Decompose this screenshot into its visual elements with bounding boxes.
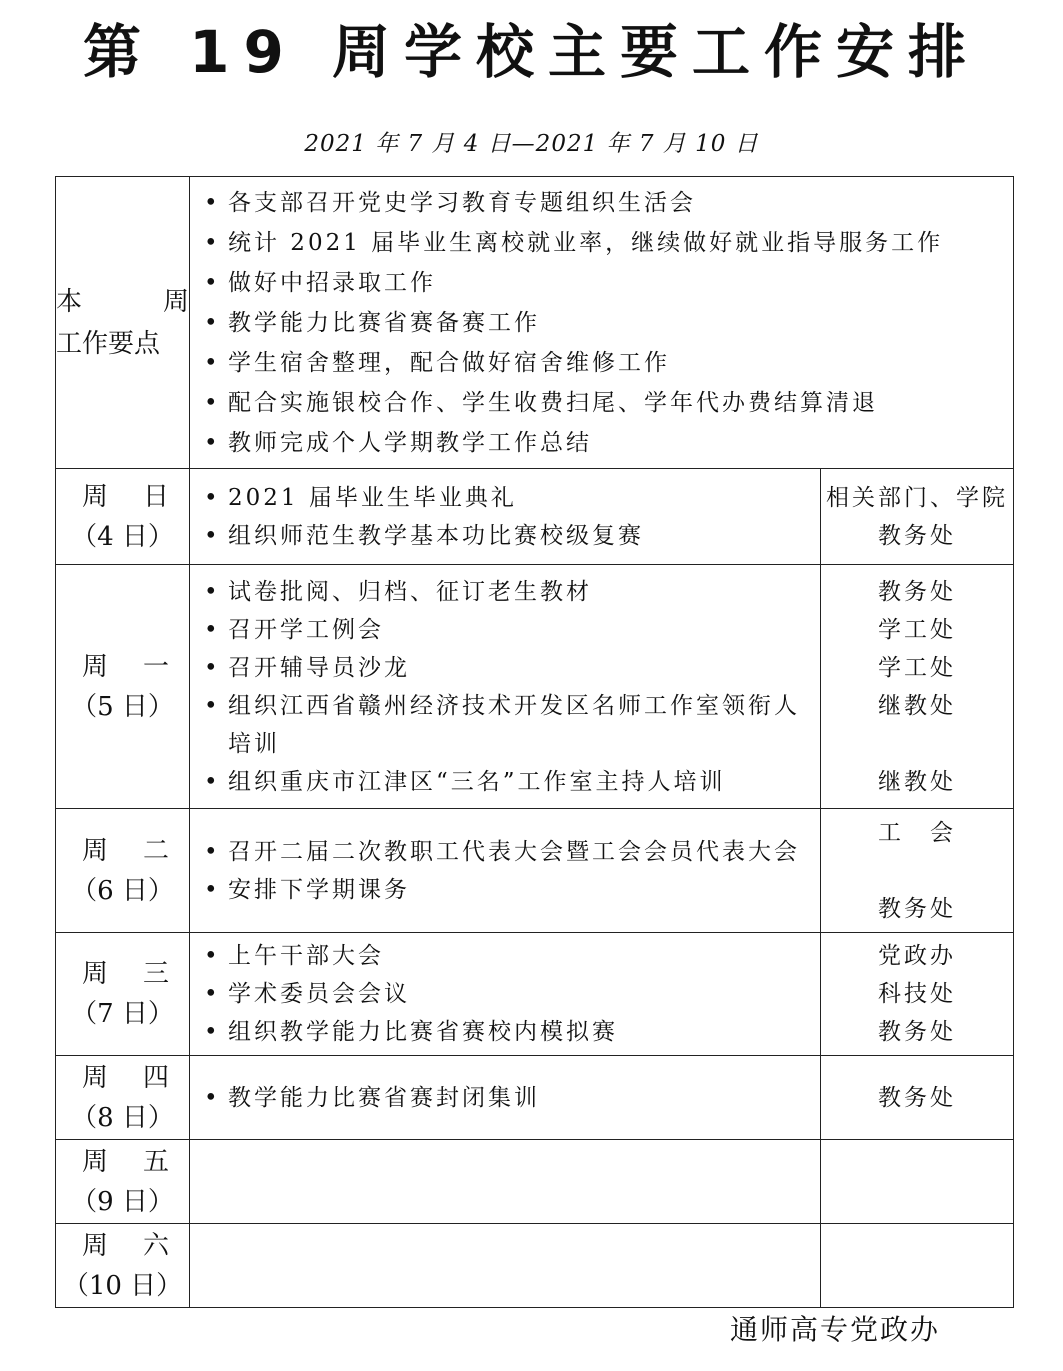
day-items [190,475,820,559]
day-items [190,1178,820,1186]
day-items-cell [190,809,821,933]
owner-label: 学工处 [878,654,956,681]
day-items-cell [190,933,821,1056]
key-point-item: • 做好中招录取工作 [204,263,1007,303]
owner-label [821,852,1013,890]
owner-label: 工 会 [878,819,956,846]
day-items [190,1075,820,1121]
day-label: 周 一 （5 日） [56,565,190,809]
day-owners [821,1224,1014,1308]
key-point-item: • 统计 2021 届毕业生离校就业率，继续做好就业指导服务工作 [204,223,1007,263]
day-label: 周 四 （8 日） [56,1056,190,1140]
day-item: • 组织江西省赣州经济技术开发区名师工作室领衔人培训 [204,687,814,763]
day-row [56,933,1014,1056]
day-owners [821,469,1014,565]
day-row [56,809,1014,933]
day-owners [821,933,1014,1056]
day-label: 周 六 （10 日） [56,1224,190,1308]
owner-label: 学工处 [878,616,956,643]
owner-label: 科技处 [878,981,956,1007]
day-item: • 组织教学能力比赛省赛校内模拟赛 [204,1013,814,1051]
day-label: 周 三 （7 日） [56,933,190,1056]
day-label: 周 日 （4 日） [56,469,190,565]
day-items [190,569,820,805]
day-row [56,469,1014,565]
owner-label: 教务处 [878,578,956,605]
owner-label: 党政办 [878,943,956,969]
day-owners [821,809,1014,933]
day-item: • 上午干部大会 [204,937,814,975]
key-point-item: • 各支部召开党史学习教育专题组织生活会 [204,183,1007,223]
day-label: 周 五 （9 日） [56,1140,190,1224]
owner-label: 继教处 [878,692,956,719]
key-points-label: 本 周 工作要点 [56,177,190,469]
page-title: 第 19 周学校主要工作安排 [82,18,981,86]
key-point-item: • 学生宿舍整理，配合做好宿舍维修工作 [204,343,1007,383]
key-point-item: • 配合实施银校合作、学生收费扫尾、学年代办费结算清退 [204,383,1007,423]
key-point-item: • 教师完成个人学期教学工作总结 [204,423,1007,463]
day-item: • 教学能力比赛省赛封闭集训 [204,1079,814,1117]
day-label: 周 二 （6 日） [56,809,190,933]
day-items-cell [190,1140,821,1224]
day-owners [821,1056,1014,1140]
day-items-cell [190,565,821,809]
day-items [190,829,820,913]
footer-signature: 通师高专党政办 [730,1313,941,1346]
owner-label [821,725,1013,763]
owner-label: 教务处 [878,1084,956,1111]
day-row [56,565,1014,809]
day-items [190,1262,820,1270]
owner-label: 教务处 [878,895,956,922]
day-items-cell [190,1224,821,1308]
date-range: 2021 年 7 月 4 日—2021 年 7 月 10 日 [304,131,759,157]
day-items [190,933,820,1055]
day-item: • 安排下学期课务 [204,871,814,909]
owner-label: 教务处 [878,522,956,549]
day-item: • 召开二届二次教职工代表大会暨工会会员代表大会 [204,833,814,871]
key-points-row [56,177,1014,469]
day-item: • 2021 届毕业生毕业典礼 [204,479,814,517]
key-points-cell [190,177,1014,469]
day-item: • 组织师范生教学基本功比赛校级复赛 [204,517,814,555]
day-items-cell [190,469,821,565]
key-points-list [190,179,1013,467]
day-items-cell [190,1056,821,1140]
day-row [56,1056,1014,1140]
day-item: • 召开辅导员沙龙 [204,649,814,687]
day-item: • 召开学工例会 [204,611,814,649]
owner-label: 相关部门、学院 [826,484,1008,511]
day-item: • 试卷批阅、归档、征订老生教材 [204,573,814,611]
day-item: • 学术委员会会议 [204,975,814,1013]
schedule-table [55,176,1014,1308]
day-row [56,1224,1014,1308]
day-owners [821,1140,1014,1224]
day-row [56,1140,1014,1224]
day-owners [821,565,1014,809]
owner-label: 继教处 [878,768,956,795]
key-point-item: • 教学能力比赛省赛备赛工作 [204,303,1007,343]
owner-label: 教务处 [878,1019,956,1045]
day-item: • 组织重庆市江津区“三名”工作室主持人培训 [204,763,814,801]
